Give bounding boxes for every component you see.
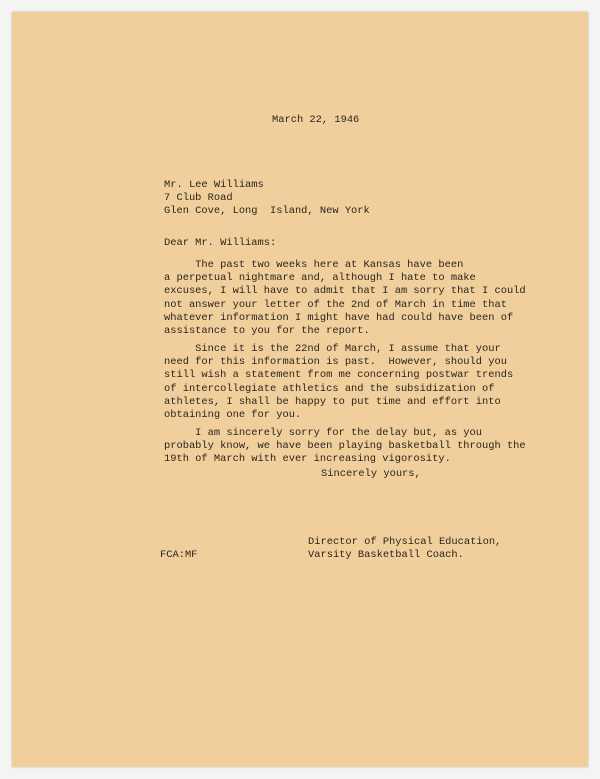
signature-titles bbox=[308, 536, 501, 562]
paragraph-line: 19th of March with ever increasing vigorosity. bbox=[164, 453, 451, 466]
paragraph-line: assistance to you for the report. bbox=[164, 325, 370, 338]
paragraph-line: of intercollegiate athletics and the subsidization of bbox=[164, 382, 495, 395]
recipient-city: Glen Cove, Long Island, New York bbox=[164, 205, 370, 218]
paragraph-line: a perpetual nightmare and, although I hate to make bbox=[164, 272, 476, 285]
recipient-street: 7 Club Road bbox=[164, 192, 233, 205]
paragraph-line: The past two weeks here at Kansas have been bbox=[164, 259, 464, 271]
paragraph-line: I am sincerely sorry for the delay but, as you bbox=[164, 427, 483, 439]
body-paragraph-3 bbox=[164, 427, 526, 467]
title-line: Varsity Basketball Coach. bbox=[308, 549, 464, 562]
paragraph-line: still wish a statement from me concerning postwar trends bbox=[164, 369, 514, 382]
letter-page bbox=[12, 12, 588, 767]
title-line: Director of Physical Education, bbox=[308, 536, 502, 548]
typist-initials: FCA:MF bbox=[160, 549, 198, 561]
paragraph-line: athletes, I shall be happy to put time and effort into bbox=[164, 395, 501, 408]
letter-date: March 22, 1946 bbox=[272, 114, 360, 126]
closing: Sincerely yours, bbox=[321, 468, 421, 480]
salutation: Dear Mr. Williams: bbox=[164, 237, 277, 249]
paragraph-line: probably know, we have been playing basketball through the bbox=[164, 440, 526, 453]
paragraph-line: need for this information is past. However, should you bbox=[164, 356, 507, 369]
paragraph-line: Since it is the 22nd of March, I assume that your bbox=[164, 343, 501, 355]
recipient-address bbox=[164, 179, 370, 219]
body-paragraph-1 bbox=[164, 259, 526, 338]
paragraph-line: excuses, I will have to admit that I am sorry that I could bbox=[164, 285, 526, 298]
paragraph-line: whatever information I might have had could have been of bbox=[164, 311, 514, 324]
recipient-name: Mr. Lee Williams bbox=[164, 179, 264, 191]
paragraph-line: not answer your letter of the 2nd of March in time that bbox=[164, 298, 507, 311]
body-paragraph-2 bbox=[164, 343, 513, 422]
paragraph-line: obtaining one for you. bbox=[164, 409, 302, 422]
